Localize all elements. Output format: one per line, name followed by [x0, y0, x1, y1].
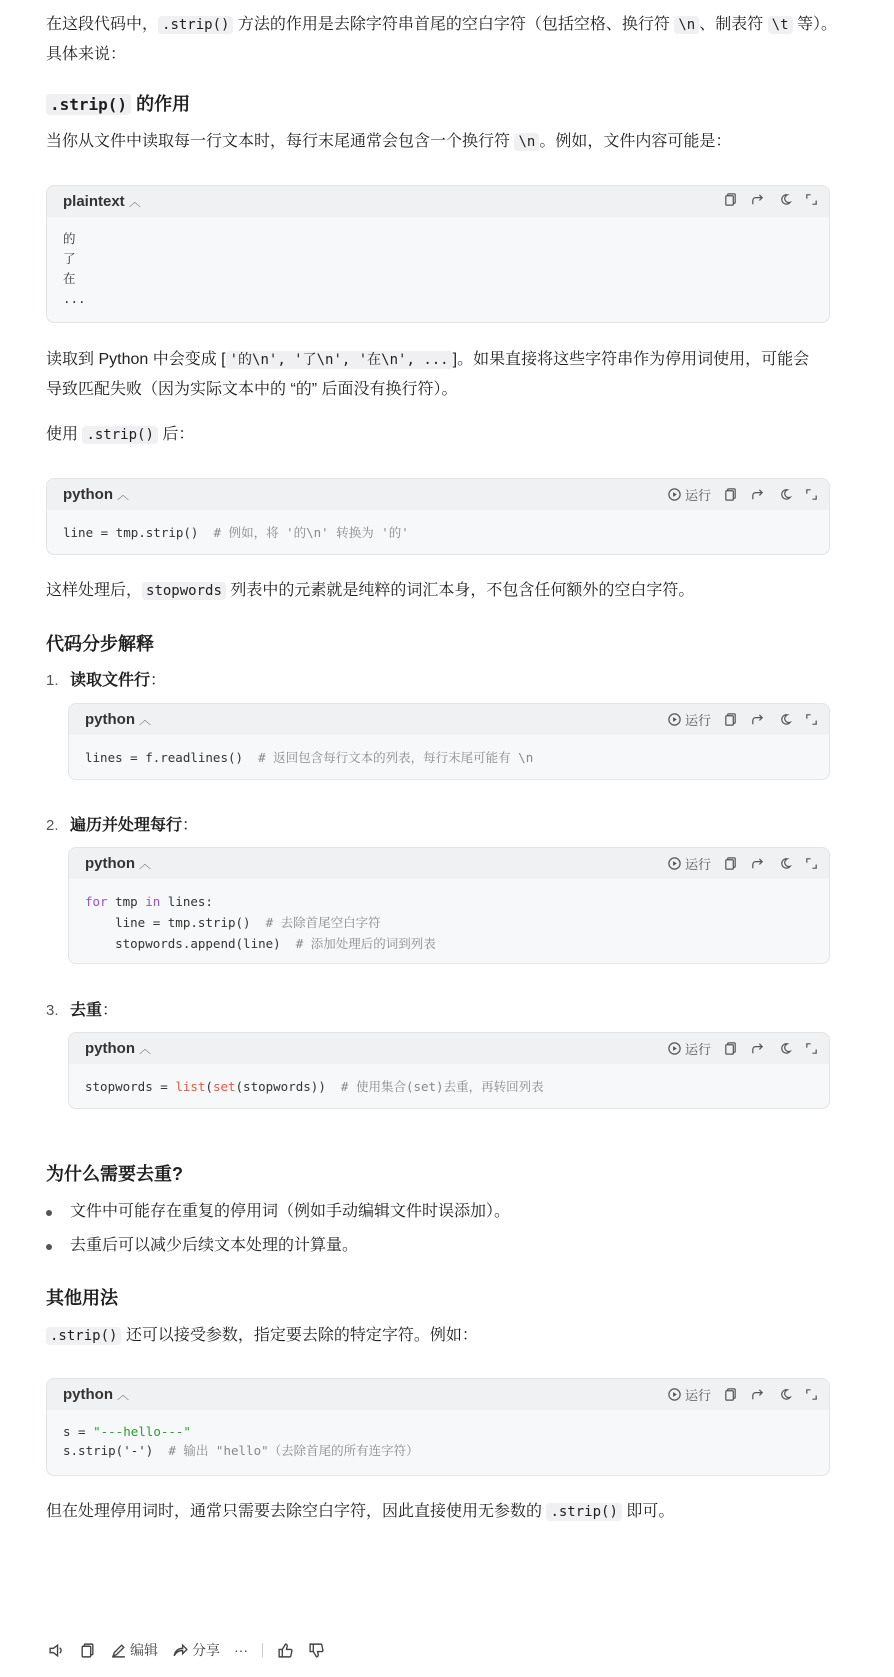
- paragraph-after-strip: [46, 420, 848, 450]
- expand-icon: [804, 1387, 819, 1402]
- code-language-toggle[interactable]: [85, 1040, 151, 1057]
- code-text: s.strip('-'): [63, 1443, 169, 1458]
- code-line: 了: [63, 251, 76, 266]
- code-comment: # 例如，将 '的\n' 转换为 '的': [213, 525, 409, 540]
- list-item-title: [70, 812, 198, 840]
- bullet-item: 文件中可能存在重复的停用词（例如手动编辑文件时误添加）。: [70, 1203, 511, 1220]
- code-block-header: [69, 848, 829, 879]
- code-keyword: in: [145, 894, 161, 909]
- inline-code: .strip(): [158, 16, 233, 34]
- run-button[interactable]: [667, 710, 711, 729]
- intro-paragraph: [46, 10, 848, 70]
- text: 具体来说：: [46, 46, 127, 63]
- code-language-toggle[interactable]: [63, 486, 129, 503]
- text: 方法的作用是去除字符串首尾的空白字符（包括空格、换行符: [233, 16, 675, 33]
- text: ]。如果直接将这些字符串作为停用词使用，可能会: [452, 351, 810, 368]
- code-keyword: for: [85, 894, 108, 909]
- text: 导致匹配失败（因为实际文本中的 “的” 后面没有换行符）。: [46, 381, 458, 398]
- step-title: 遍历并处理每行: [70, 817, 183, 834]
- arrow-forward-icon: [750, 712, 765, 727]
- play-icon: [667, 487, 682, 502]
- copy-button[interactable]: [723, 712, 738, 727]
- code-block-python: [46, 478, 830, 555]
- inline-code: \n: [514, 133, 539, 151]
- code-language: python: [85, 711, 135, 728]
- arrow-forward-icon: [750, 1041, 765, 1056]
- code-text: stopwords.append(line): [85, 936, 296, 951]
- text: 这样处理后，: [46, 582, 143, 599]
- moon-icon: [777, 192, 792, 207]
- code-block-header: [47, 186, 829, 217]
- code-content: [47, 217, 829, 319]
- code-text: lines = f.readlines(): [85, 750, 259, 765]
- arrow-forward-icon: [750, 487, 765, 502]
- text: ：: [182, 817, 199, 834]
- edit-icon: [110, 1642, 127, 1659]
- code-line: ...: [63, 291, 86, 306]
- list-item-title: [70, 997, 118, 1025]
- run-label: 运行: [684, 857, 711, 872]
- play-icon: [667, 712, 682, 727]
- theme-toggle-button[interactable]: [777, 192, 792, 207]
- expand-button[interactable]: [804, 1387, 819, 1402]
- code-language-toggle[interactable]: [63, 1386, 129, 1403]
- paragraph-result: [46, 576, 848, 606]
- arrow-forward-icon: [750, 192, 765, 207]
- step-title: 读取文件行: [70, 672, 151, 689]
- code-string: "---hello---": [93, 1424, 191, 1439]
- code-text: stopwords =: [85, 1079, 176, 1094]
- text: 使用: [46, 426, 83, 443]
- code-builtin: list: [175, 1079, 206, 1094]
- chevron-up-icon: ︿: [117, 1388, 130, 1402]
- text: 后：: [157, 426, 195, 443]
- insert-button[interactable]: [750, 1041, 765, 1056]
- heading-text: 的作用: [131, 94, 191, 114]
- expand-button[interactable]: [804, 192, 819, 207]
- code-text: s =: [63, 1424, 94, 1439]
- run-label: 运行: [684, 488, 711, 503]
- copy-icon: [723, 487, 738, 502]
- run-label: 运行: [684, 1042, 711, 1057]
- expand-icon: [804, 856, 819, 871]
- expand-button[interactable]: [804, 856, 819, 871]
- code-language: python: [63, 1386, 113, 1403]
- expand-icon: [804, 487, 819, 502]
- inline-code: '的\n', '了\n', '在\n', ...: [226, 351, 453, 369]
- code-text: (stopwords)): [235, 1079, 341, 1094]
- expand-button[interactable]: [804, 1041, 819, 1056]
- code-toolbar: [667, 485, 819, 504]
- inline-code: .strip(): [82, 426, 157, 444]
- copy-icon: [723, 712, 738, 727]
- expand-icon: [804, 1041, 819, 1056]
- copy-button[interactable]: [723, 856, 738, 871]
- text: ：: [102, 1002, 119, 1019]
- run-button[interactable]: [667, 1039, 711, 1058]
- list-number: 2.: [46, 817, 59, 834]
- chevron-up-icon: ︿: [139, 713, 152, 727]
- copy-icon: [723, 192, 738, 207]
- code-block-step1: [68, 703, 830, 780]
- dislike-button[interactable]: [308, 1642, 325, 1659]
- text: 、制表符: [699, 16, 768, 33]
- chevron-up-icon: ︿: [117, 488, 130, 502]
- text: 。例如，文件内容可能是：: [539, 133, 732, 150]
- copy-button[interactable]: [723, 192, 738, 207]
- code-content: [47, 510, 829, 553]
- bullet-dot: [46, 1210, 52, 1216]
- copy-icon: [723, 856, 738, 871]
- theme-toggle-button[interactable]: [777, 1387, 792, 1402]
- list-number: 3.: [46, 1002, 59, 1019]
- code-line: 的: [63, 231, 76, 246]
- theme-toggle-button[interactable]: [777, 712, 792, 727]
- inline-code: .strip(): [46, 94, 131, 115]
- run-button[interactable]: [667, 485, 711, 504]
- code-content: [69, 879, 829, 964]
- code-content: [69, 1064, 829, 1107]
- chevron-up-icon: ︿: [128, 195, 141, 209]
- code-text: tmp: [107, 894, 146, 909]
- expand-button[interactable]: [804, 712, 819, 727]
- thumbs-up-icon: [277, 1642, 294, 1659]
- paragraph-other: [46, 1321, 848, 1351]
- paragraph-readline: [46, 127, 848, 157]
- expand-icon: [804, 192, 819, 207]
- expand-icon: [804, 712, 819, 727]
- arrow-forward-icon: [750, 856, 765, 871]
- list-number: 1.: [46, 672, 59, 689]
- code-block-header: [69, 1033, 829, 1064]
- code-language-toggle[interactable]: [85, 855, 151, 872]
- code-block-header: [47, 479, 829, 510]
- inline-code: stopwords: [142, 582, 226, 600]
- code-text: lines:: [160, 894, 213, 909]
- text: 列表中的元素就是纯粹的词汇本身，不包含任何额外的空白字符。: [225, 582, 695, 599]
- moon-icon: [777, 856, 792, 871]
- text: 还可以接受参数，指定要去除的特定字符。例如：: [121, 1327, 478, 1344]
- inline-code: .strip(): [546, 1503, 621, 1521]
- insert-button[interactable]: [750, 856, 765, 871]
- inline-code: \t: [768, 16, 793, 34]
- paragraph-python-read: [46, 345, 848, 405]
- heading-other: 其他用法: [46, 1288, 118, 1308]
- copy-icon: [723, 1041, 738, 1056]
- code-block-header: [47, 1379, 829, 1410]
- heading-strip: [46, 90, 190, 119]
- paragraph-final: [46, 1497, 848, 1527]
- copy-icon: [79, 1642, 96, 1659]
- play-icon: [667, 1387, 682, 1402]
- code-language-toggle[interactable]: [63, 193, 141, 210]
- inline-code: .strip(): [46, 1327, 121, 1345]
- code-content: [47, 1410, 829, 1470]
- bullet-item: 去重后可以减少后续文本处理的计算量。: [70, 1237, 359, 1254]
- code-block-plaintext: [46, 185, 830, 323]
- code-toolbar: [667, 854, 819, 873]
- code-text: (: [205, 1079, 213, 1094]
- arrow-forward-icon: [750, 1387, 765, 1402]
- message-actions: [48, 1640, 325, 1660]
- code-block-header: [69, 704, 829, 735]
- moon-icon: [777, 712, 792, 727]
- insert-button[interactable]: [750, 192, 765, 207]
- insert-button[interactable]: [750, 712, 765, 727]
- theme-toggle-button[interactable]: [777, 1041, 792, 1056]
- code-language-toggle[interactable]: [85, 711, 151, 728]
- list-item-title: [70, 667, 166, 695]
- expand-button[interactable]: [804, 487, 819, 502]
- code-language: python: [85, 855, 135, 872]
- text: 等）。: [792, 16, 837, 33]
- read-aloud-button[interactable]: [48, 1642, 65, 1659]
- chevron-up-icon: ︿: [139, 857, 152, 871]
- text: 读取到 Python 中会变成 [: [46, 351, 226, 368]
- text: 在这段代码中，: [46, 16, 159, 33]
- insert-button[interactable]: [750, 1387, 765, 1402]
- play-icon: [667, 1041, 682, 1056]
- more-button[interactable]: ···: [234, 1642, 248, 1658]
- copy-button[interactable]: [723, 1387, 738, 1402]
- theme-toggle-button[interactable]: [777, 856, 792, 871]
- text: ：: [150, 672, 167, 689]
- chevron-up-icon: ︿: [139, 1042, 152, 1056]
- copy-button[interactable]: [723, 487, 738, 502]
- like-button[interactable]: [277, 1642, 294, 1659]
- copy-icon: [723, 1387, 738, 1402]
- code-language: python: [85, 1040, 135, 1057]
- theme-toggle-button[interactable]: [777, 487, 792, 502]
- code-builtin: set: [212, 1079, 236, 1094]
- code-comment: # 输出 "hello"（去除首尾的所有连字符）: [168, 1443, 419, 1458]
- code-comment: # 添加处理后的词到列表: [295, 936, 436, 951]
- run-label: 运行: [684, 713, 711, 728]
- heading-steps: 代码分步解释: [46, 634, 154, 654]
- text: 即可。: [621, 1503, 675, 1520]
- code-block-step2: [68, 847, 830, 964]
- code-text: line = tmp.strip(): [63, 525, 214, 540]
- share-label: 分享: [192, 1642, 220, 1658]
- copy-message-button[interactable]: [79, 1642, 96, 1659]
- code-content: [69, 735, 829, 778]
- code-comment: # 去除首尾空白字符: [265, 915, 381, 930]
- moon-icon: [777, 1041, 792, 1056]
- divider: [262, 1643, 263, 1657]
- moon-icon: [777, 487, 792, 502]
- code-toolbar: [667, 710, 819, 729]
- code-language: plaintext: [63, 193, 125, 210]
- share-button[interactable]: [172, 1640, 220, 1660]
- run-button[interactable]: [667, 854, 711, 873]
- text: 当你从文件中读取每一行文本时，每行末尾通常会包含一个换行符: [46, 133, 515, 150]
- code-comment: # 使用集合(set)去重，再转回列表: [340, 1079, 544, 1094]
- code-block-python-2: [46, 1378, 830, 1476]
- moon-icon: [777, 1387, 792, 1402]
- run-button[interactable]: [667, 1385, 711, 1404]
- edit-button[interactable]: [110, 1640, 158, 1660]
- insert-button[interactable]: [750, 487, 765, 502]
- play-icon: [667, 856, 682, 871]
- inline-code: \n: [674, 16, 699, 34]
- code-comment: # 返回包含每行文本的列表，每行末尾可能有 \n: [258, 750, 534, 765]
- edit-label: 编辑: [130, 1642, 158, 1658]
- thumbs-down-icon: [308, 1642, 325, 1659]
- copy-button[interactable]: [723, 1041, 738, 1056]
- step-title: 去重: [70, 1002, 103, 1019]
- text: 但在处理停用词时，通常只需要去除空白字符，因此直接使用无参数的: [46, 1503, 547, 1520]
- code-toolbar: [667, 1039, 819, 1058]
- share-icon: [172, 1642, 189, 1659]
- run-label: 运行: [684, 1388, 711, 1403]
- code-toolbar: [723, 192, 819, 207]
- code-text: line = tmp.strip(): [85, 915, 266, 930]
- bullet-dot: [46, 1244, 52, 1250]
- speaker-icon: [48, 1642, 65, 1659]
- code-language: python: [63, 486, 113, 503]
- code-line: 在: [63, 271, 76, 286]
- code-toolbar: [667, 1385, 819, 1404]
- code-block-step3: [68, 1032, 830, 1109]
- heading-why: 为什么需要去重?: [46, 1164, 183, 1184]
